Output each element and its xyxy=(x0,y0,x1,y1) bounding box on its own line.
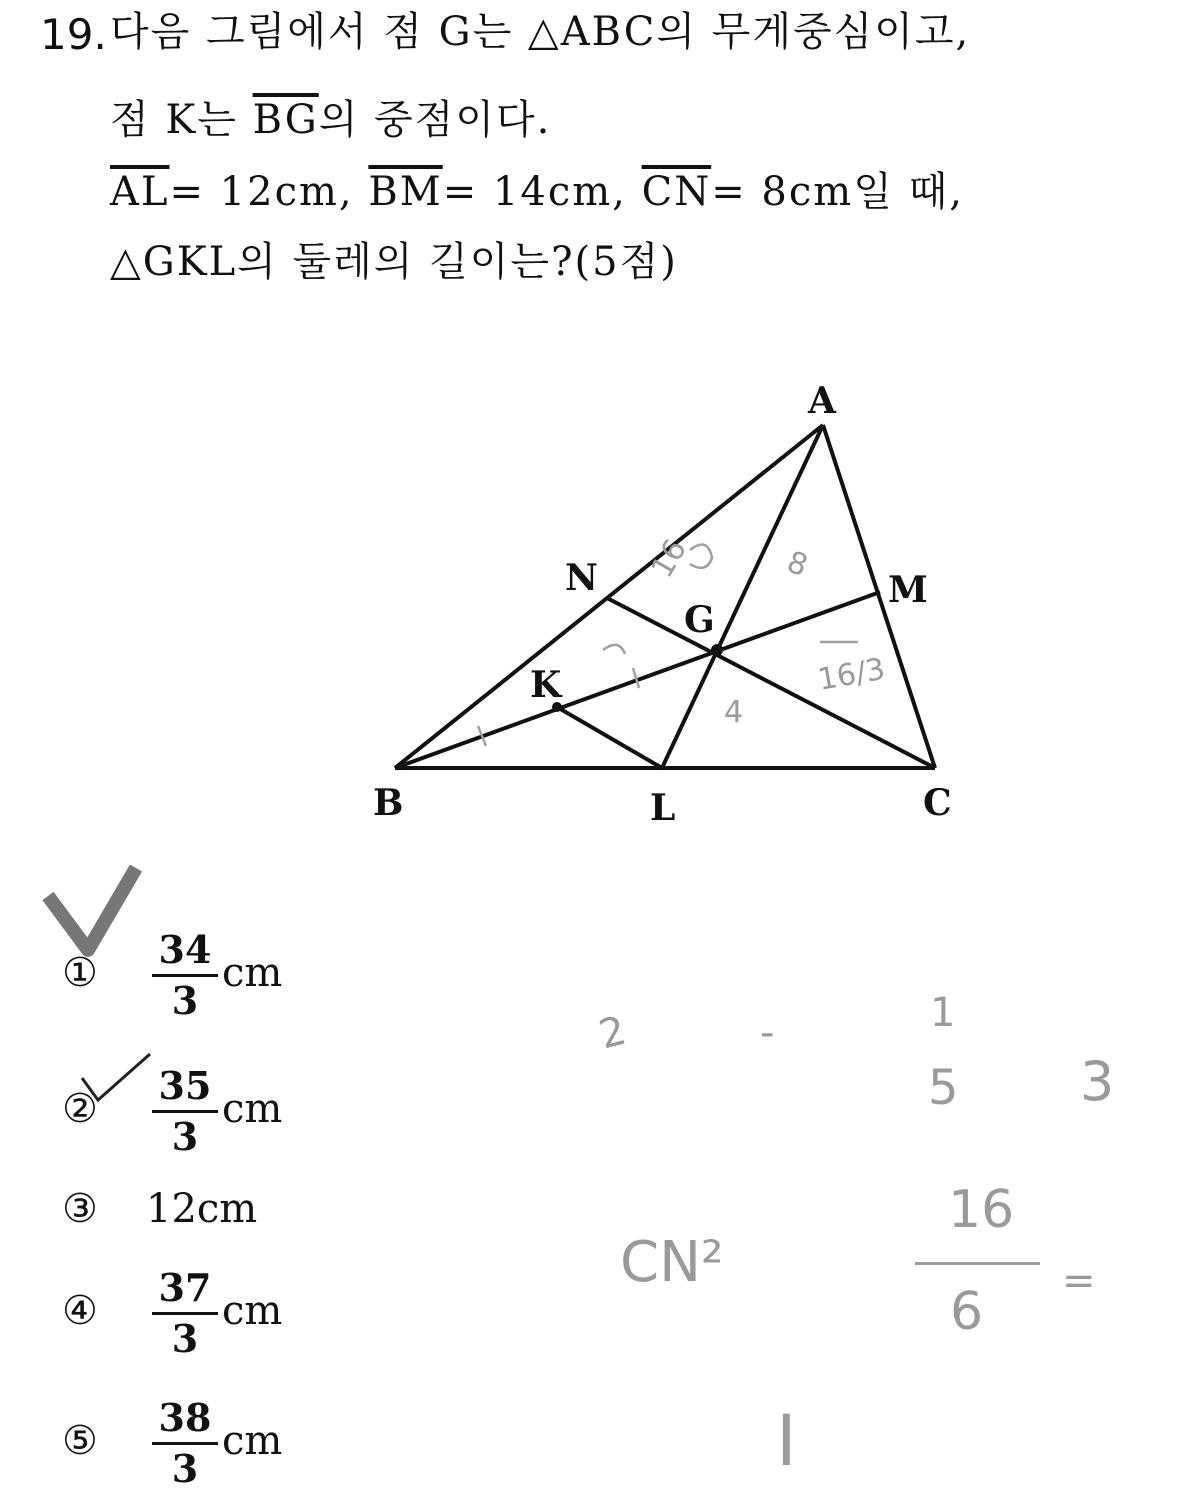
choice-2-denominator: 3 xyxy=(171,1114,199,1159)
choice-1-unit: cm xyxy=(222,950,283,996)
choice-1-numerator: 34 xyxy=(158,927,212,972)
side-ab xyxy=(395,425,823,768)
question-line-4: △GKL의 둘레의 길이는?(5점) xyxy=(110,239,678,285)
label-c: C xyxy=(923,782,952,824)
label-l: L xyxy=(650,787,676,829)
scribble-ag xyxy=(690,545,712,568)
choice-2-fraction xyxy=(152,1064,218,1159)
scribble-ng xyxy=(603,645,625,654)
choice-1-denominator: 3 xyxy=(171,978,199,1023)
question-number: 19. xyxy=(40,10,107,59)
handwritten-d: 16/3 xyxy=(815,651,888,698)
handwritten-c: 4 xyxy=(724,695,744,730)
al-value: = 12cm, xyxy=(169,169,369,215)
segment-al: $\overline{AL}$ xyxy=(110,169,170,215)
label-n: N xyxy=(565,557,598,599)
line2-pre: 점 K는 xyxy=(110,97,253,143)
choice-5-numerator: 38 xyxy=(158,1395,212,1440)
scratch-bar xyxy=(915,1262,1040,1265)
label-a: A xyxy=(808,380,836,422)
cn-value: = 8cm일 때, xyxy=(711,169,964,215)
choice-4-unit: cm xyxy=(222,1288,283,1334)
choice-1[interactable] xyxy=(62,928,322,1032)
segment-bm: $\overline{BM}$ xyxy=(368,169,443,215)
handwritten-b: 16 xyxy=(644,533,695,584)
segment-bg: $\overline{BG}$ xyxy=(252,97,319,143)
choice-4-marker: ④ xyxy=(62,1288,98,1334)
choice-4-fraction xyxy=(152,1266,218,1361)
fraction-bar xyxy=(152,1442,218,1445)
choice-2-numerator: 35 xyxy=(158,1063,212,1108)
handwritten-a: 8 xyxy=(782,544,813,585)
label-b: B xyxy=(373,782,404,824)
label-m: M xyxy=(888,569,928,611)
scratch-4: 5 xyxy=(928,1060,959,1116)
question-line-1: 다음 그림에서 점 G는 △ABC의 무게중심이고, xyxy=(110,9,971,55)
label-k: K xyxy=(530,664,562,706)
choice-5-denominator: 3 xyxy=(171,1446,199,1491)
choice-3-value: 12cm xyxy=(146,1186,258,1232)
line2-post: 의 중점이다. xyxy=(318,97,552,143)
label-g: G xyxy=(684,599,715,641)
scratch-10: I xyxy=(776,1400,797,1482)
choice-5[interactable] xyxy=(62,1392,322,1496)
choice-3[interactable] xyxy=(62,1186,322,1242)
fraction-bar xyxy=(152,974,218,977)
scratch-2: - xyxy=(760,1010,775,1056)
scratch-6: CN² xyxy=(620,1230,724,1295)
fraction-bar xyxy=(152,1110,218,1113)
segment-kl xyxy=(557,707,662,768)
fraction-bar xyxy=(152,1312,218,1315)
choice-2[interactable] xyxy=(62,1060,322,1164)
scratch-3: 1 xyxy=(930,990,956,1036)
choice-5-marker: ⑤ xyxy=(62,1418,98,1464)
choice-3-marker: ③ xyxy=(62,1186,98,1232)
choice-4[interactable] xyxy=(62,1262,322,1366)
scratch-5: 3 xyxy=(1080,1050,1115,1113)
choice-1-marker: ① xyxy=(62,950,98,996)
choice-5-unit: cm xyxy=(222,1418,283,1464)
choice-4-numerator: 37 xyxy=(158,1265,212,1310)
segment-cn: $\overline{CN}$ xyxy=(641,169,712,215)
point-g xyxy=(711,644,723,656)
choice-1-fraction xyxy=(152,928,218,1023)
scratch-8: 6 xyxy=(950,1282,984,1342)
scratch-7: 16 xyxy=(948,1180,1015,1240)
scratch-1: 2 xyxy=(594,1007,631,1059)
choice-2-marker: ② xyxy=(62,1086,98,1132)
bm-value: = 14cm, xyxy=(442,169,642,215)
choice-4-denominator: 3 xyxy=(171,1316,199,1361)
choice-5-fraction xyxy=(152,1396,218,1491)
scratch-9: = xyxy=(1062,1258,1096,1304)
choice-2-unit: cm xyxy=(222,1086,283,1132)
